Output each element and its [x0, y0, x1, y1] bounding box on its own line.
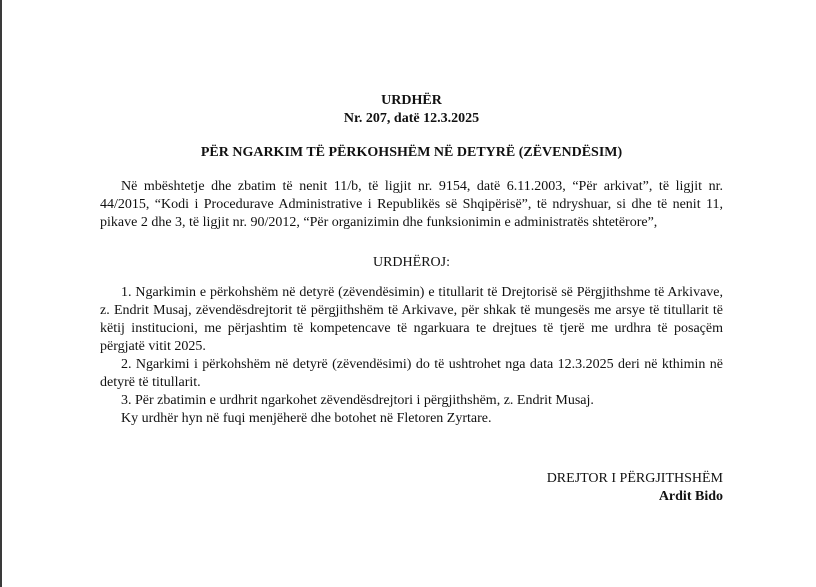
- document-number: Nr. 207, datë 12.3.2025: [343, 111, 480, 126]
- preamble-paragraph: Në mbështetje dhe zbatim të nenit 11/b, të ligjit nr. 9154, datë 6.11.2003, “Për arkivat”, të ligjit nr. 44/2015, “Kodi i Procedurave Administrative i Republikës së Shqipërisë”, të ndryshuar, si dhe të nenit 11, pikave 2 dhe 3, të ligjit nr. 90/2012, “Për organizimin dhe funksionimin e administratës shtetërore”,: [100, 179, 723, 230]
- closing-paragraph: Ky urdhër hyn në fuqi menjëherë dhe botohet në Fletoren Zyrtare.: [121, 411, 492, 426]
- order-point-1: 1. Ngarkimin e përkohshëm në detyrë (zëvendësimin) e titullarit të Drejtorisë së Përgjithshme të Arkivave, z. Endrit Musaj, zëvendësdrejtorit të përgjithshëm të Arkivave, për shkak të mungesës me arsye të titullarit të këtij institucioni, me përjashtim të kompetencave të ngarkuara te drejtues të tjerë me urdhra të posaçëm përgjatë vitit 2025.: [100, 285, 723, 354]
- signature-block: [547, 470, 723, 506]
- document-page: [100, 92, 723, 504]
- signature-role: DREJTOR I PËRGJITHSHËM: [546, 471, 723, 486]
- order-point-2: 2. Ngarkimi i përkohshëm në detyrë (zëvendësimi) do të ushtrohet nga data 12.3.2025 deri në kthimin në detyrë të titullarit.: [100, 357, 723, 390]
- order-point-3: 3. Për zbatimin e urdhrit ngarkohet zëvendësdrejtori i përgjithshëm, z. Endrit Musaj.: [121, 393, 594, 408]
- signature-name: Ardit Bido: [658, 489, 723, 504]
- document-heading: PËR NGARKIM TË PËRKOHSHËM NË DETYRË (ZËVENDËSIM): [200, 145, 623, 160]
- document-title: URDHËR: [381, 93, 442, 108]
- orders-label: URDHËROJ:: [372, 255, 450, 270]
- page-left-border: [0, 0, 2, 587]
